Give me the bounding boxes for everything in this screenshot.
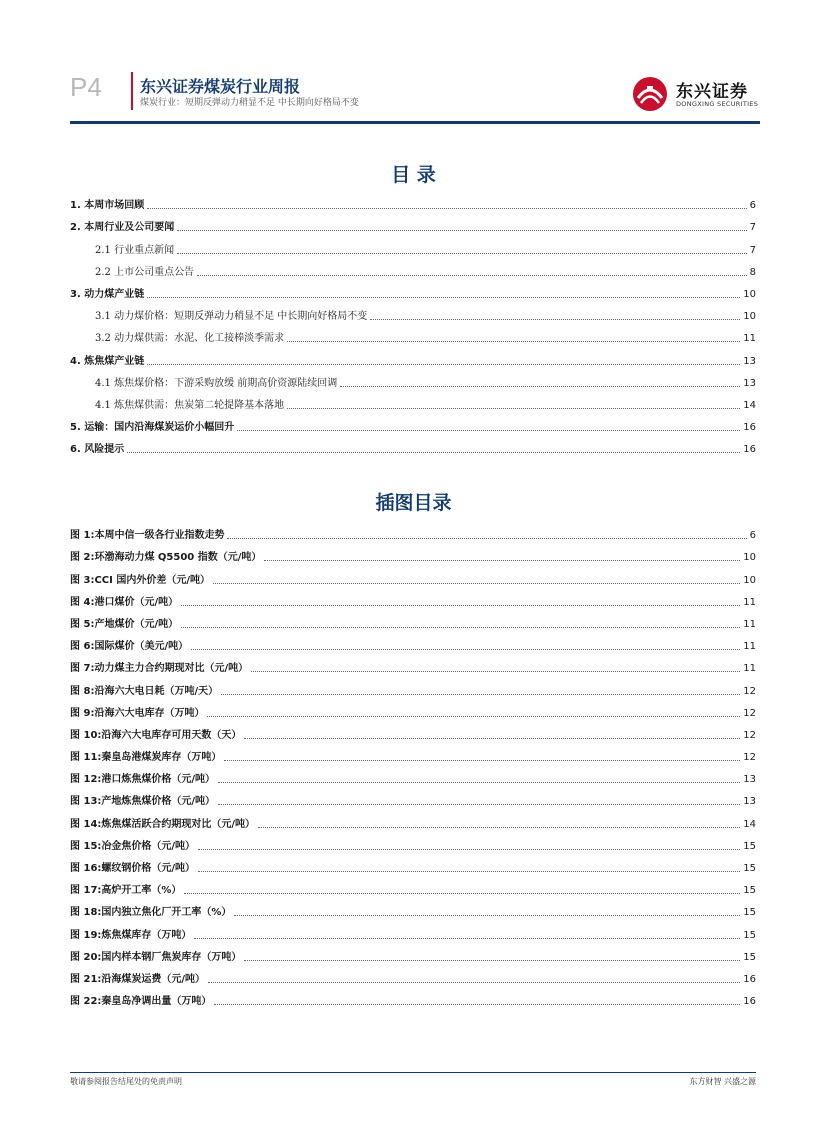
toc-list	[70, 190, 756, 456]
leader-dots	[191, 649, 740, 650]
entry-label: 2.2 上市公司重点公告	[95, 266, 195, 278]
leader-dots	[258, 827, 740, 828]
leader-dots	[181, 627, 740, 628]
entry-page-number: 16	[743, 973, 756, 985]
entry-label: 图 6:国际煤价（美元/吨）	[70, 641, 189, 653]
leader-dots	[287, 408, 740, 409]
entry-page-number: 10	[743, 552, 756, 564]
entry-page-number: 15	[743, 840, 756, 852]
leader-dots	[177, 253, 747, 254]
entry-page-number: 6	[749, 200, 756, 212]
entry-page-number: 10	[743, 574, 756, 586]
figure-entry[interactable]	[70, 520, 756, 542]
entry-page-number: 8	[749, 266, 756, 278]
entry-label: 图 15:冶金焦价格（元/吨）	[70, 840, 196, 852]
footer-disclaimer: 敬请参阅报告结尾处的免责声明	[70, 1077, 182, 1086]
toc-entry[interactable]	[70, 279, 756, 301]
figure-entry[interactable]	[70, 986, 756, 1008]
entry-page-number: 14	[743, 818, 756, 830]
entry-label: 3.1 动力煤价格：短期反弹动力稍显不足 中长期向好格局不变	[95, 311, 368, 323]
leader-dots	[147, 297, 740, 298]
entry-label: 2. 本周行业及公司要闻	[70, 222, 175, 234]
entry-page-number: 10	[743, 311, 756, 323]
entry-page-number: 15	[743, 907, 756, 919]
entry-label: 图 1:本周中信一级各行业指数走势	[70, 530, 225, 542]
leader-dots	[214, 1004, 740, 1005]
toc-entry[interactable]	[70, 412, 756, 434]
figure-entry[interactable]	[70, 897, 756, 919]
entry-label: 图 11:秦皇岛港煤炭库存（万吨）	[70, 752, 222, 764]
toc-entry[interactable]	[70, 345, 756, 367]
entry-page-number: 16	[743, 444, 756, 456]
entry-page-number: 12	[743, 752, 756, 764]
toc-entry[interactable]	[70, 390, 756, 412]
leader-dots	[224, 760, 740, 761]
entry-page-number: 13	[743, 774, 756, 786]
entry-label: 6. 风险提示	[70, 444, 125, 456]
entry-label: 图 2:环渤海动力煤 Q5500 指数（元/吨）	[70, 552, 262, 564]
leader-dots	[244, 738, 740, 739]
leader-dots	[227, 538, 746, 539]
leader-dots	[237, 430, 740, 431]
footer-slogan: 东方财智 兴盛之源	[689, 1077, 756, 1086]
leader-dots	[218, 804, 740, 805]
figure-entry[interactable]	[70, 698, 756, 720]
entry-page-number: 14	[743, 399, 756, 411]
entry-label: 图 9:沿海六大电库存（万吨）	[70, 707, 205, 719]
figure-list	[70, 520, 756, 1008]
leader-dots	[221, 694, 740, 695]
figure-entry[interactable]	[70, 742, 756, 764]
entry-page-number: 11	[743, 333, 756, 345]
leader-dots	[340, 386, 740, 387]
toc-entry[interactable]	[70, 301, 756, 323]
leader-dots	[197, 275, 747, 276]
entry-label: 图 8:沿海六大电日耗（万吨/天）	[70, 685, 219, 697]
entry-page-number: 7	[749, 244, 756, 256]
logo-english-text: DONGXING SECURITIES	[676, 100, 759, 108]
page-number: P4	[70, 72, 102, 102]
toc-entry[interactable]	[70, 190, 756, 212]
entry-label: 图 22:秦皇岛净调出量（万吨）	[70, 996, 212, 1008]
entry-label: 图 10:沿海六大电库存可用天数（天）	[70, 729, 242, 741]
leader-dots	[287, 341, 740, 342]
leader-dots	[181, 605, 740, 606]
entry-label: 图 12:港口炼焦煤价格（元/吨）	[70, 774, 216, 786]
leader-dots	[177, 230, 746, 231]
figure-entry[interactable]	[70, 942, 756, 964]
entry-label: 图 18:国内独立焦化厂开工率（%）	[70, 907, 232, 919]
figure-entry[interactable]	[70, 964, 756, 986]
entry-page-number: 13	[743, 377, 756, 389]
entry-label: 图 21:沿海煤炭运费（元/吨）	[70, 973, 206, 985]
entry-label: 4. 炼焦煤产业链	[70, 355, 145, 367]
entry-label: 2.1 行业重点新闻	[95, 244, 175, 256]
leader-dots	[198, 871, 740, 872]
leader-dots	[147, 364, 740, 365]
entry-page-number: 11	[743, 618, 756, 630]
figure-entry[interactable]	[70, 808, 756, 830]
leader-dots	[208, 982, 740, 983]
entry-page-number: 11	[743, 641, 756, 653]
figure-entry[interactable]	[70, 542, 756, 564]
toc-entry[interactable]	[70, 323, 756, 345]
entry-page-number: 15	[743, 929, 756, 941]
entry-page-number: 15	[743, 951, 756, 963]
entry-page-number: 13	[743, 355, 756, 367]
leader-dots	[370, 319, 740, 320]
entry-page-number: 11	[743, 663, 756, 675]
entry-page-number: 10	[743, 288, 756, 300]
entry-label: 图 4:港口煤价（元/吨）	[70, 596, 179, 608]
toc-entry[interactable]	[70, 234, 756, 256]
toc-entry[interactable]	[70, 212, 756, 234]
figure-entry[interactable]	[70, 853, 756, 875]
entry-label: 1. 本周市场回顾	[70, 200, 145, 212]
leader-dots	[194, 938, 740, 939]
leader-dots	[234, 915, 740, 916]
entry-page-number: 7	[749, 222, 756, 234]
entry-label: 图 14:炼焦煤活跃合约期现对比（元/吨）	[70, 818, 256, 830]
figure-entry[interactable]	[70, 587, 756, 609]
leader-dots	[198, 849, 740, 850]
figure-entry[interactable]	[70, 631, 756, 653]
entry-label: 图 17:高炉开工率（%）	[70, 885, 182, 897]
entry-page-number: 16	[743, 422, 756, 434]
entry-page-number: 12	[743, 707, 756, 719]
entry-label: 3.2 动力煤供需：水泥、化工接棒淡季需求	[95, 333, 285, 345]
figure-entry[interactable]	[70, 875, 756, 897]
figure-entry[interactable]	[70, 609, 756, 631]
entry-page-number: 15	[743, 885, 756, 897]
report-title: 东兴证券煤炭行业周报	[140, 77, 301, 96]
toc-title: 目 录	[391, 164, 436, 186]
figure-entry[interactable]	[70, 564, 756, 586]
leader-dots	[251, 671, 740, 672]
figure-entry[interactable]	[70, 653, 756, 675]
entry-label: 3. 动力煤产业链	[70, 288, 145, 300]
toc-entry[interactable]	[70, 257, 756, 279]
header-rule	[70, 121, 760, 124]
leader-dots	[264, 560, 740, 561]
entry-label: 图 20:国内样本钢厂焦炭库存（万吨）	[70, 951, 242, 963]
entry-page-number: 12	[743, 685, 756, 697]
figure-entry[interactable]	[70, 786, 756, 808]
leader-dots	[147, 208, 746, 209]
entry-page-number: 6	[749, 530, 756, 542]
entry-label: 5. 运输：国内沿海煤炭运价小幅回升	[70, 422, 235, 434]
figure-entry[interactable]	[70, 919, 756, 941]
entry-label: 图 19:炼焦煤库存（万吨）	[70, 929, 192, 941]
figure-entry[interactable]	[70, 831, 756, 853]
report-subtitle: 煤炭行业：短期反弹动力稍显不足 中长期向好格局不变	[140, 98, 359, 108]
entry-label: 图 13:产地炼焦煤价格（元/吨）	[70, 796, 216, 808]
entry-page-number: 12	[743, 729, 756, 741]
entry-label: 4.1 炼焦煤价格：下游采购放缓 前期高价资源陆续回调	[95, 377, 338, 389]
footer-rule	[70, 1072, 756, 1073]
leader-dots	[213, 583, 740, 584]
entry-page-number: 15	[743, 863, 756, 874]
leader-dots	[207, 716, 740, 717]
toc-entry[interactable]	[70, 368, 756, 390]
entry-page-number: 16	[743, 996, 756, 1008]
logo-text: 东兴证券	[676, 82, 748, 102]
entry-page-number: 13	[743, 796, 756, 808]
figure-entry[interactable]	[70, 764, 756, 786]
figure-entry[interactable]	[70, 675, 756, 697]
entry-page-number: 11	[743, 596, 756, 608]
entry-label: 图 16:螺纹钢价格（元/吨）	[70, 863, 196, 874]
figure-entry[interactable]	[70, 720, 756, 742]
entry-label: 4.1 炼焦煤供需：焦炭第二轮提降基本落地	[95, 399, 285, 411]
entry-label: 图 5:产地煤价（元/吨）	[70, 618, 179, 630]
header-divider	[131, 72, 133, 110]
entry-label: 图 7:动力煤主力合约期现对比（元/吨）	[70, 663, 249, 675]
figures-title: 插图目录	[375, 492, 452, 514]
leader-dots	[184, 893, 740, 894]
leader-dots	[218, 782, 740, 783]
leader-dots	[244, 960, 740, 961]
leader-dots	[127, 452, 740, 453]
entry-label: 图 3:CCI 国内外价差（元/吨）	[70, 574, 210, 586]
toc-entry[interactable]	[70, 434, 756, 456]
